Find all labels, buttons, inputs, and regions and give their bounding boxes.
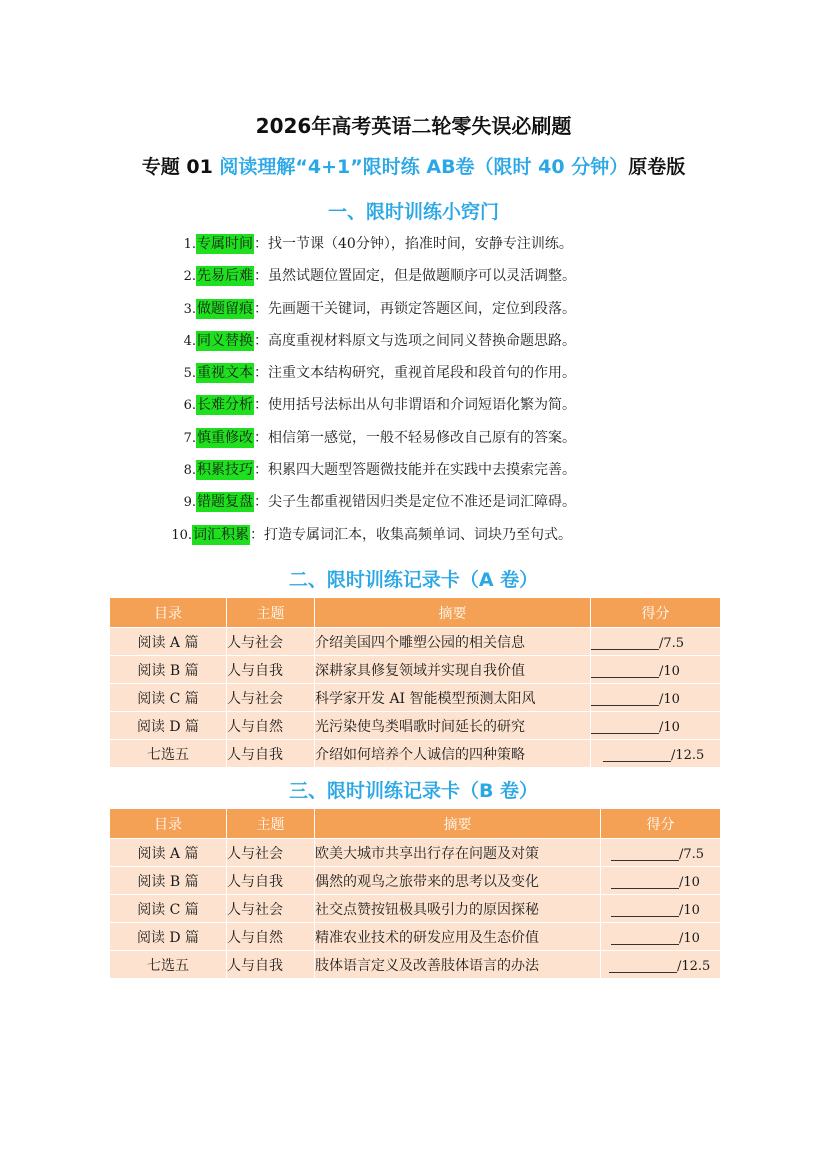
cell-category: 阅读 D 篇: [110, 923, 227, 951]
table-row: [110, 951, 721, 979]
cell-summary: 光污染使鸟类唱歌时间延长的研究: [315, 712, 591, 740]
tip-keyword: 同义替换: [197, 332, 253, 349]
score-max: /10: [659, 663, 680, 679]
cell-category: 阅读 B 篇: [110, 867, 227, 895]
tip-item: [170, 297, 730, 329]
score-max: /10: [679, 874, 700, 890]
column-header-category: 目录: [110, 809, 227, 839]
tip-text: ：高度重视材料原文与选项之间同义替换命题思路。: [254, 332, 576, 349]
tip-text: ：找一节课（40分钟），掐准时间，安静专注训练。: [254, 236, 573, 252]
tip-text: ：打造专属词汇本，收集高频单词、词块乃至句式。: [250, 526, 572, 543]
tip-number: 2.: [183, 269, 196, 285]
document-subtitle: [0, 152, 827, 179]
tip-number: 4.: [183, 333, 196, 349]
table-row: [110, 740, 721, 768]
tip-number: 1.: [183, 237, 196, 252]
tip-keyword: 慎重修改: [197, 429, 253, 446]
cell-score[interactable]: [601, 951, 721, 979]
tip-item: [170, 523, 730, 555]
column-header-score: 得分: [601, 809, 721, 839]
score-max: /10: [679, 930, 700, 946]
column-header-category: 目录: [110, 598, 227, 628]
document-title: 2026年高考英语二轮零失误必刷题: [255, 114, 572, 138]
tip-number: 3.: [183, 301, 196, 317]
tips-heading: 一、限时训练小窍门: [327, 201, 499, 223]
card-a-heading: 二、限时训练记录卡（A 卷）: [288, 569, 539, 591]
table-row: [110, 712, 721, 740]
tip-number: 6.: [183, 398, 196, 414]
tip-item: [170, 393, 730, 425]
cell-theme: 人与自我: [227, 867, 315, 895]
subtitle-topic: 阅读理解“4+1”限时练 AB卷（限时 40 分钟）: [219, 156, 629, 178]
tip-text: ：先画题干关键词，再锁定答题区间，定位到段落。: [254, 300, 576, 317]
cell-theme: 人与社会: [227, 895, 315, 923]
column-header-summary: 摘要: [315, 809, 601, 839]
tip-number: 8.: [183, 463, 196, 479]
tip-keyword: 重视文本: [197, 365, 253, 382]
cell-theme: 人与自我: [227, 951, 315, 979]
tips-list: [170, 232, 730, 555]
tip-keyword: 词汇积累: [193, 526, 249, 543]
tip-number: 10.: [171, 527, 192, 543]
cell-theme: 人与社会: [227, 839, 315, 867]
cell-summary: 介绍如何培养个人诚信的四种策略: [315, 740, 591, 768]
tip-text: ：使用括号法标出从句非谓语和介词短语化繁为简。: [254, 397, 576, 414]
tip-number: 9.: [183, 495, 196, 511]
cell-category: 阅读 C 篇: [110, 895, 227, 923]
cell-theme: 人与自然: [227, 712, 315, 740]
cell-score[interactable]: [591, 628, 721, 656]
cell-theme: 人与自我: [227, 740, 315, 768]
table-row: [110, 923, 721, 951]
cell-score[interactable]: [591, 712, 721, 740]
score-max: /7.5: [679, 846, 705, 862]
score-blank[interactable]: [611, 872, 679, 889]
tip-item: [170, 264, 730, 296]
tip-text: ：尖子生都重视错因归类是定位不准还是词汇障碍。: [254, 494, 576, 511]
cell-summary: 肢体语言定义及改善肢体语言的办法: [315, 951, 601, 979]
score-max: /7.5: [659, 635, 685, 651]
score-max: /12.5: [677, 958, 711, 974]
cell-category: 阅读 A 篇: [110, 839, 227, 867]
tip-item: [170, 426, 730, 458]
tip-keyword: 积累技巧: [197, 462, 253, 479]
cell-category: 阅读 B 篇: [110, 656, 227, 684]
subtitle-prefix: 专题 01: [141, 156, 220, 178]
table-header-row: [110, 598, 721, 628]
cell-theme: 人与自然: [227, 923, 315, 951]
cell-summary: 科学家开发 AI 智能模型预测太阳风: [315, 684, 591, 712]
tip-number: 7.: [183, 430, 196, 446]
column-header-theme: 主题: [227, 809, 315, 839]
tip-keyword: 先易后难: [197, 268, 253, 285]
score-blank[interactable]: [591, 633, 659, 650]
cell-category: 阅读 C 篇: [110, 684, 227, 712]
score-blank[interactable]: [591, 717, 659, 734]
cell-score[interactable]: [601, 895, 721, 923]
score-blank[interactable]: [591, 689, 659, 706]
cell-score[interactable]: [601, 867, 721, 895]
cell-category: 阅读 A 篇: [110, 628, 227, 656]
table-row: [110, 684, 721, 712]
record-card-b: [109, 808, 721, 979]
cell-summary: 欧美大城市共享出行存在问题及对策: [315, 839, 601, 867]
tip-text: ：注重文本结构研究，重视首尾段和段首句的作用。: [254, 365, 576, 382]
table-row: [110, 628, 721, 656]
cell-summary: 偶然的观鸟之旅带来的思考以及变化: [315, 867, 601, 895]
score-blank[interactable]: [611, 928, 679, 945]
cell-score[interactable]: [591, 684, 721, 712]
cell-theme: 人与社会: [227, 684, 315, 712]
subtitle-suffix: 原卷版: [628, 156, 686, 178]
tip-item: [170, 458, 730, 490]
cell-theme: 人与自我: [227, 656, 315, 684]
cell-score[interactable]: [601, 839, 721, 867]
score-blank[interactable]: [591, 661, 659, 678]
tip-item: [170, 232, 730, 264]
cell-summary: 精准农业技术的研发应用及生态价值: [315, 923, 601, 951]
column-header-summary: 摘要: [315, 598, 591, 628]
score-blank[interactable]: [611, 900, 679, 917]
tip-keyword: 长难分析: [197, 397, 253, 414]
cell-theme: 人与社会: [227, 628, 315, 656]
score-max: /12.5: [671, 747, 705, 763]
score-max: /10: [659, 719, 680, 735]
tip-keyword: 专属时间: [197, 236, 253, 252]
cell-summary: 介绍美国四个雕塑公园的相关信息: [315, 628, 591, 656]
table-header-row: [110, 809, 721, 839]
tip-keyword: 做题留痕: [197, 300, 253, 317]
cell-summary: 深耕家具修复领域并实现自我价值: [315, 656, 591, 684]
table-row: [110, 895, 721, 923]
cell-category: 七选五: [110, 951, 227, 979]
cell-score[interactable]: [591, 656, 721, 684]
column-header-score: 得分: [591, 598, 721, 628]
cell-category: 七选五: [110, 740, 227, 768]
tip-text: ：相信第一感觉，一般不轻易修改自己原有的答案。: [254, 429, 576, 446]
card-b-heading: 三、限时训练记录卡（B 卷）: [288, 780, 539, 802]
tip-text: ：虽然试题位置固定，但是做题顺序可以灵活调整。: [254, 268, 576, 285]
table-row: [110, 839, 721, 867]
cell-category: 阅读 D 篇: [110, 712, 227, 740]
score-blank[interactable]: [609, 956, 677, 973]
score-blank[interactable]: [603, 745, 671, 762]
score-blank[interactable]: [611, 844, 679, 861]
cell-score[interactable]: [601, 923, 721, 951]
tip-number: 5.: [183, 366, 196, 382]
record-card-a: [109, 597, 721, 768]
tip-item: [170, 329, 730, 361]
table-row: [110, 656, 721, 684]
score-max: /10: [679, 902, 700, 918]
tip-item: [170, 490, 730, 522]
tip-item: [170, 361, 730, 393]
cell-score[interactable]: [591, 740, 721, 768]
score-max: /10: [659, 691, 680, 707]
cell-summary: 社交点赞按钮极具吸引力的原因探秘: [315, 895, 601, 923]
column-header-theme: 主题: [227, 598, 315, 628]
tip-keyword: 错题复盘: [197, 494, 253, 511]
tip-text: ：积累四大题型答题微技能并在实践中去摸索完善。: [254, 462, 576, 479]
table-row: [110, 867, 721, 895]
